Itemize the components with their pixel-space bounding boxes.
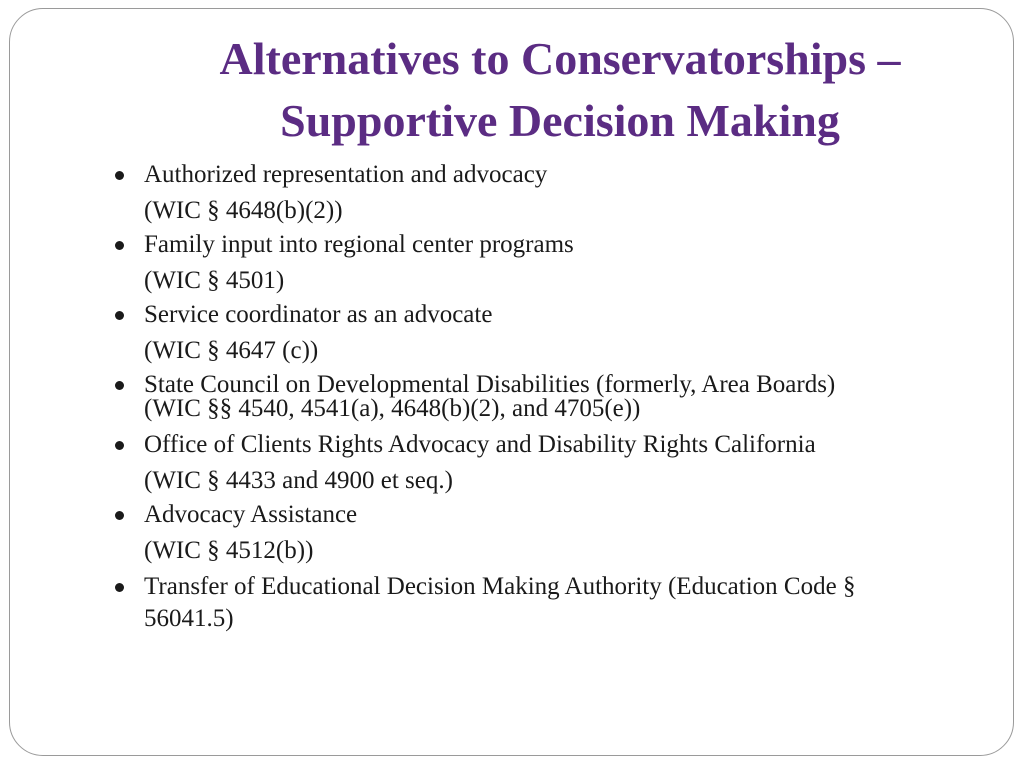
bullet-dot-icon [115, 441, 124, 450]
bullet-dot-icon [115, 171, 124, 180]
title-line-1: Alternatives to Conservatorships – [219, 33, 901, 84]
bullet-citation: (WIC § 4512(b)) [144, 537, 314, 564]
bullet-citation: (WIC §§ 4540, 4541(a), 4648(b)(2), and 4705(e)) [144, 395, 641, 422]
bullet-text: Authorized representation and advocacy [144, 161, 548, 188]
bullet-dot-icon [115, 381, 124, 390]
slide-title [60, 28, 1024, 152]
bullet-text: Office of Clients Rights Advocacy and Disability Rights California [144, 431, 816, 458]
bullet-dot-icon [115, 583, 124, 592]
bullet-dot-icon [115, 511, 124, 520]
bullet-text: Advocacy Assistance [144, 501, 358, 528]
bullet-citation: 56041.5) [144, 605, 234, 632]
bullet-citation: (WIC § 4648(b)(2)) [144, 197, 343, 224]
bullet-text: Service coordinator as an advocate [144, 301, 493, 328]
bullet-text: Transfer of Educational Decision Making Authority (Education Code § [144, 573, 856, 600]
title-line-2: Supportive Decision Making [280, 95, 840, 146]
bullet-text: Family input into regional center programs [144, 231, 574, 258]
bullet-citation: (WIC § 4501) [144, 267, 285, 294]
bullet-text: State Council on Developmental Disabilities (formerly, Area Boards) [144, 371, 836, 398]
bullet-dot-icon [115, 241, 124, 250]
bullet-citation: (WIC § 4433 and 4900 et seq.) [144, 467, 453, 494]
bullet-dot-icon [115, 311, 124, 320]
bullet-citation: (WIC § 4647 (c)) [144, 337, 319, 364]
